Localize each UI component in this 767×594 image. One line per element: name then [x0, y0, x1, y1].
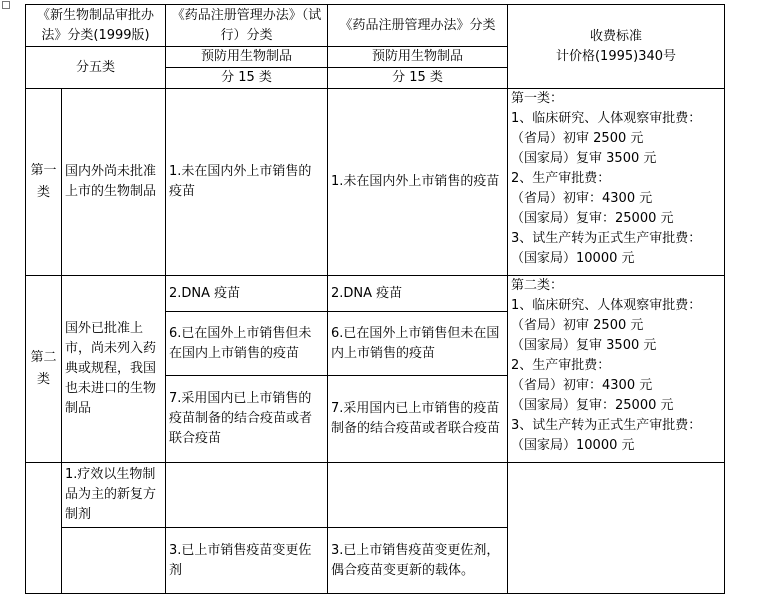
cat1-label: 第一类 [26, 89, 62, 276]
fee2-line: （省局）初审 2500 元 [511, 318, 644, 333]
header-col4-title: 收费标准 [590, 28, 643, 44]
header-fen5: 分五类 [26, 47, 166, 89]
cat2-label: 第二类 [26, 276, 62, 463]
header-col4 [508, 5, 725, 89]
fee-table [25, 4, 725, 594]
cat2-r2-col2: 6.已在国外上市销售但未在国内上市销售的疫苗 [166, 312, 328, 376]
cat3-r2-col2: 3.已上市销售疫苗变更佐剂 [166, 528, 328, 594]
fee2-line: 2、生产审批费： [511, 358, 611, 373]
fee2-line: （国家局）10000 元 [511, 438, 635, 453]
cat2-r1-col3: 2.DNA 疫苗 [328, 276, 508, 312]
cat2-desc: 国外已批准上市，尚未列入药典或规程，我国也未进口的生物制品 [62, 276, 166, 463]
subheader-col3: 预防用生物制品 [328, 47, 508, 68]
fee1-line: （国家局）10000 元 [511, 251, 635, 266]
cat3-r1-col3 [328, 463, 508, 528]
fee2-line: 3、试生产转为正式生产审批费： [511, 418, 702, 433]
header-col4-ref: 计价格(1995)340号 [555, 48, 677, 64]
cat1-col2: 1.未在国内外上市销售的疫苗 [166, 89, 328, 276]
cat3-desc2 [62, 528, 166, 594]
cat3-label [26, 463, 62, 594]
cat3-desc: 1.疗效以生物制品为主的新复方制剂 [62, 463, 166, 528]
fee-cat3 [508, 463, 725, 594]
header-col1: 《新生物制品审批办法》分类(1999版) [26, 5, 166, 47]
fee2-line: 第二类： [511, 278, 564, 293]
fee1-line: 1、临床研究、人体观察审批费： [511, 111, 702, 126]
fee-cat1 [508, 89, 725, 276]
cat2-r1-col2: 2.DNA 疫苗 [166, 276, 328, 312]
cat2-r3-col3: 7.采用国内已上市销售的疫苗制备的结合疫苗或者联合疫苗 [328, 376, 508, 463]
header-fen15-col3: 分 15 类 [328, 68, 508, 89]
cat3-r1-col2 [166, 463, 328, 528]
fee1-line: （国家局）复审 3500 元 [511, 151, 657, 166]
fee2-line: （国家局）复审：25000 元 [511, 398, 674, 413]
fee1-line: （省局）初审 2500 元 [511, 131, 644, 146]
cat3-r2-col3: 3.已上市销售疫苗变更佐剂，偶合疫苗变更新的载体。 [328, 528, 508, 594]
table-select-handle[interactable] [2, 1, 10, 9]
fee2-line: （省局）初审：4300 元 [511, 378, 653, 393]
fee2-line: 1、临床研究、人体观察审批费： [511, 298, 702, 313]
fee1-line: 3、试生产转为正式生产审批费： [511, 231, 702, 246]
fee1-line: 第一类： [511, 91, 564, 106]
fee-cat2 [508, 276, 725, 463]
cat2-r3-col2: 7.采用国内已上市销售的疫苗制备的结合疫苗或者联合疫苗 [166, 376, 328, 463]
fee1-line: 2、生产审批费： [511, 171, 611, 186]
subheader-col2: 预防用生物制品 [166, 47, 328, 68]
fee1-line: （省局）初审：4300 元 [511, 191, 653, 206]
fee1-line: （国家局）复审：25000 元 [511, 211, 674, 226]
cat2-r2-col3: 6.已在国外上市销售但未在国内上市销售的疫苗 [328, 312, 508, 376]
header-col3: 《药品注册管理办法》分类 [328, 5, 508, 47]
cat1-desc: 国内外尚未批准上市的生物制品 [62, 89, 166, 276]
header-col2: 《药品注册管理办法》（试行）分类 [166, 5, 328, 47]
header-fen15-col2: 分 15 类 [166, 68, 328, 89]
fee2-line: （国家局）复审 3500 元 [511, 338, 657, 353]
cat1-col3: 1.未在国内外上市销售的疫苗 [328, 89, 508, 276]
